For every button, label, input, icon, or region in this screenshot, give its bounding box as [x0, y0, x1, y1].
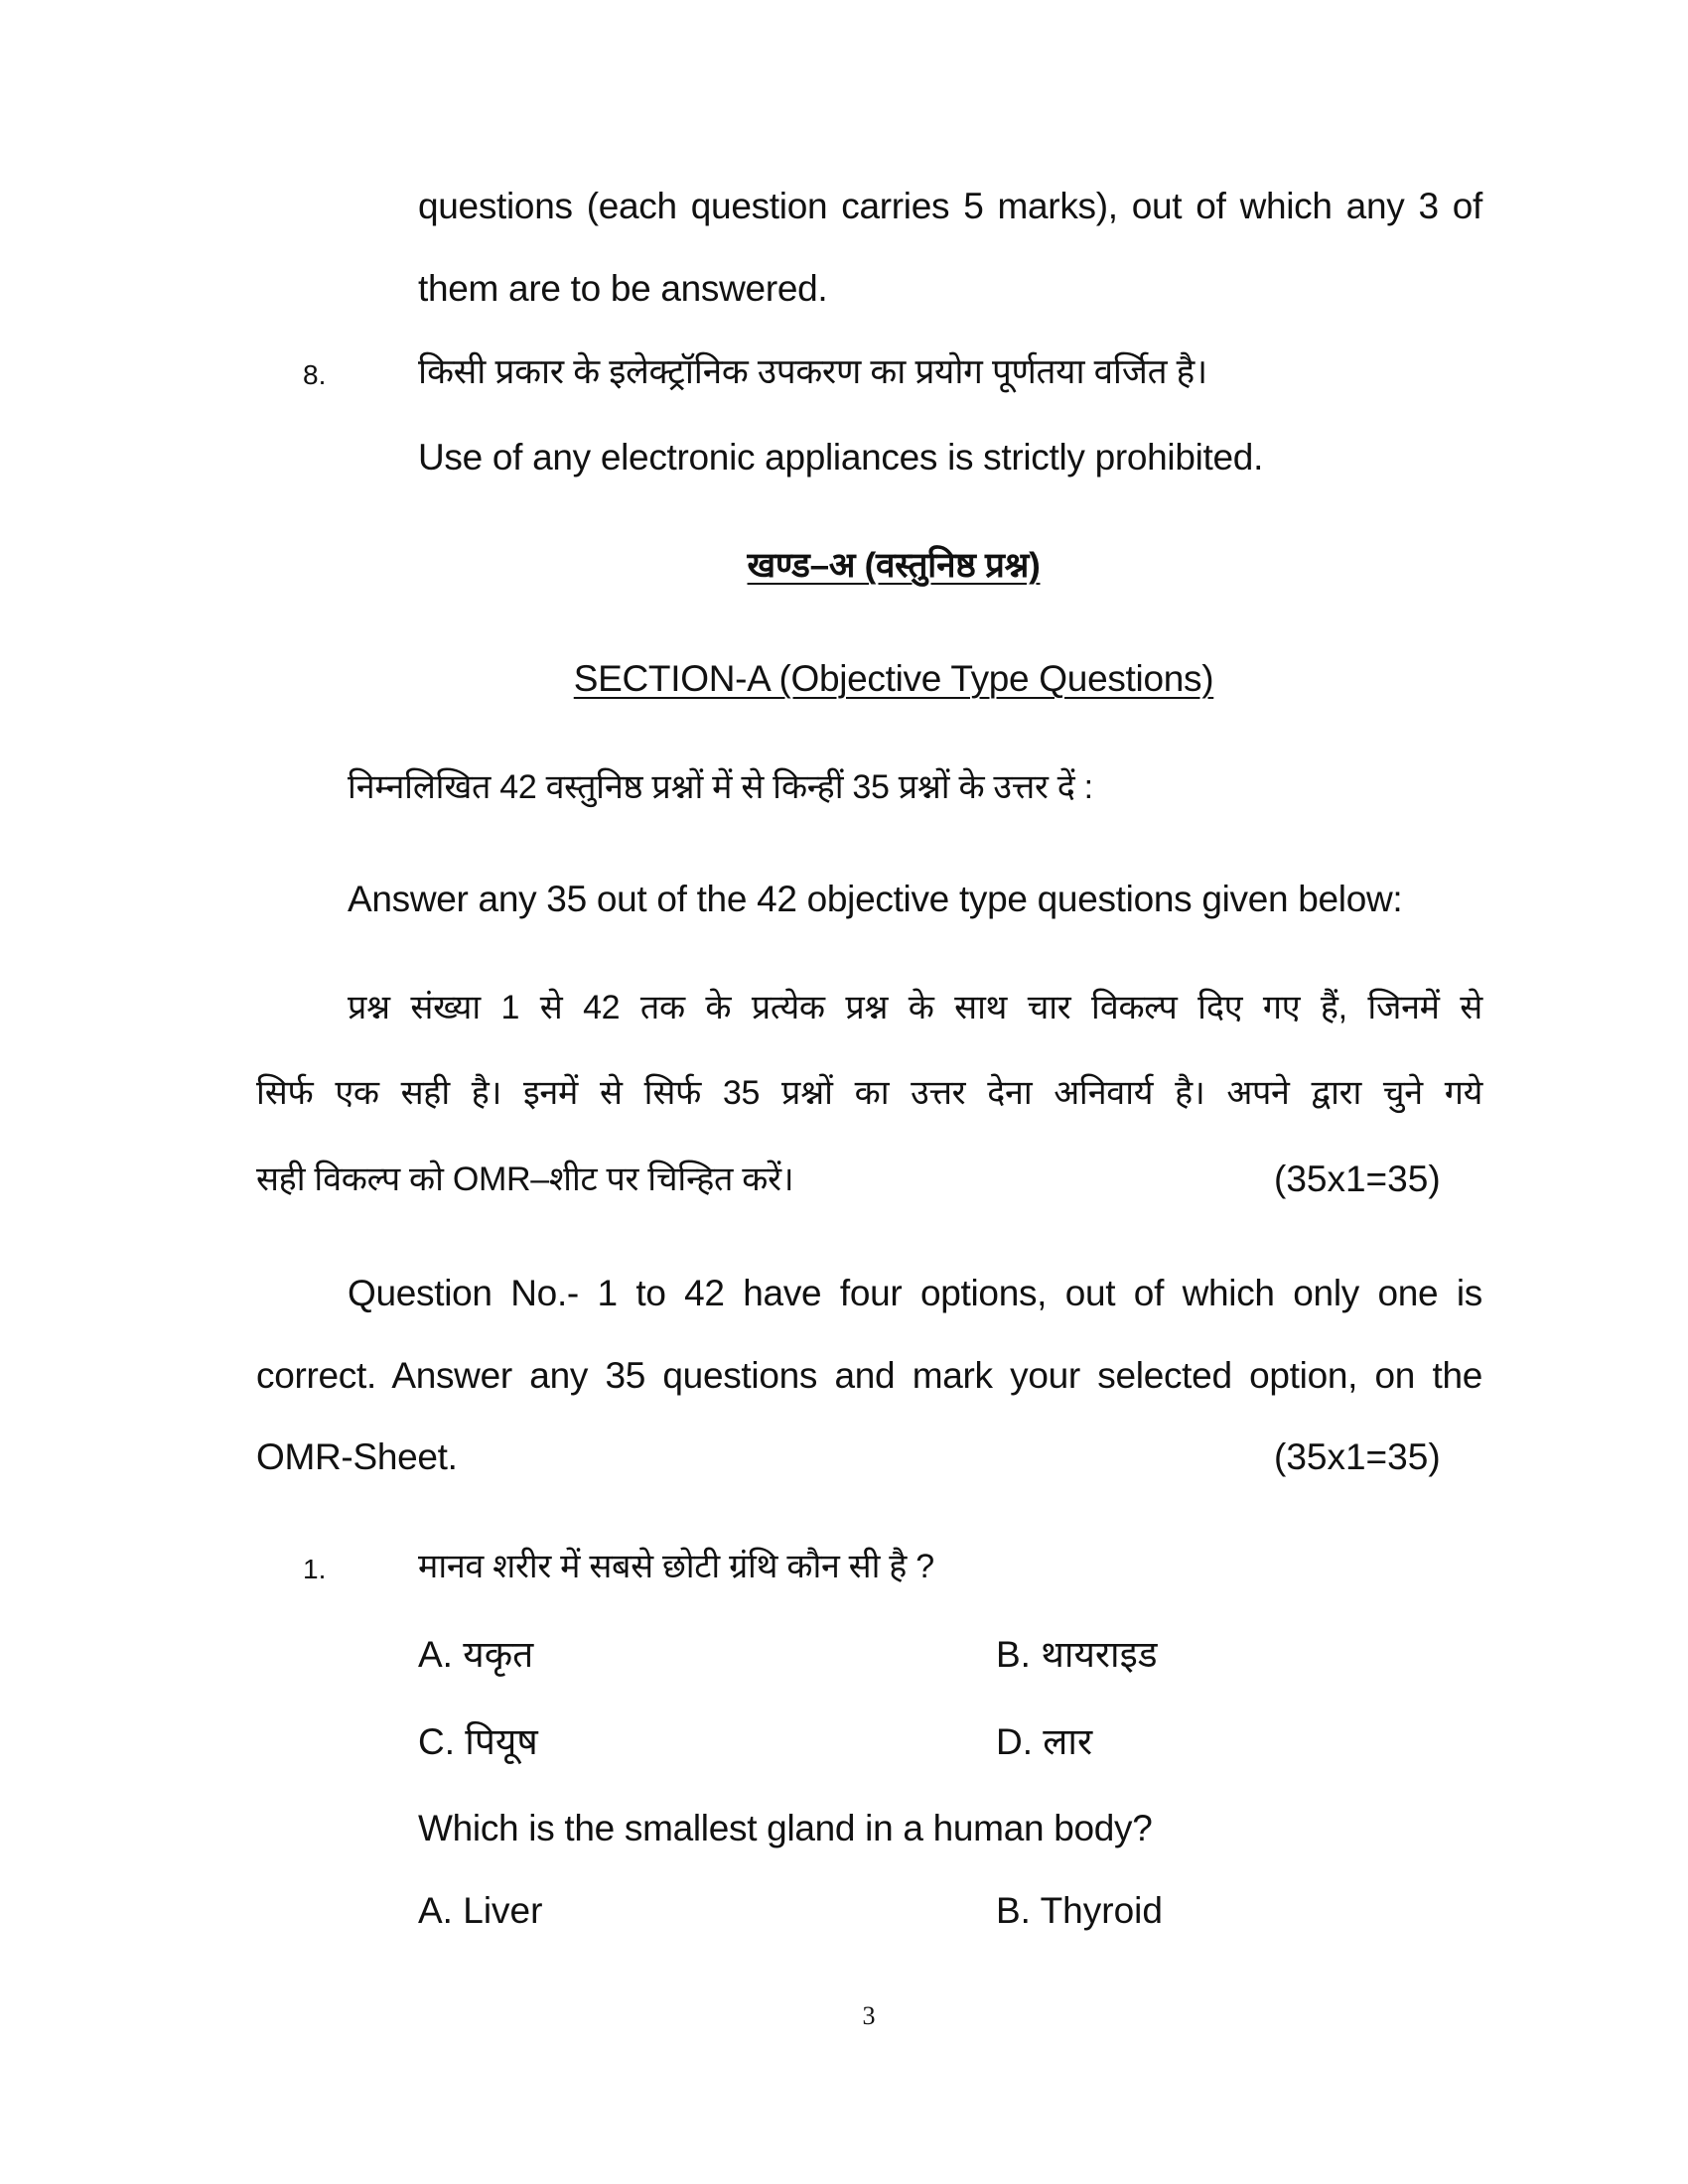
section-heading-hindi-text: खण्ड–अ (वस्तुनिष्ठ प्रश्न) — [747, 546, 1041, 585]
para-hindi-marks: (35x1=35) — [1274, 1159, 1441, 1199]
para-english-line-2 — [256, 1354, 1482, 1398]
question-text-english: Which is the smallest gland in a human body? — [418, 1808, 1153, 1848]
para-hindi-line-1-text: प्रश्न संख्या 1 से 42 तक के प्रत्येक प्रश्न के साथ चार विकल्प दिए गए हैं, जिनमें से — [348, 989, 1482, 1026]
instruction-8-english: Use of any electronic appliances is strictly prohibited. — [418, 437, 1264, 478]
question-number: 1. — [303, 1554, 327, 1584]
para-hindi-line-2 — [256, 1071, 1482, 1115]
option-b-english: B. Thyroid — [996, 1890, 1163, 1931]
para-hindi-line-1 — [348, 986, 1482, 1029]
section-instruction-english: Answer any 35 out of the 42 objective type questions given below: — [348, 879, 1403, 919]
question-text-hindi: मानव शरीर में सबसे छोटी ग्रंथि कौन सी है ? — [418, 1548, 934, 1585]
option-a-english: A. Liver — [418, 1890, 543, 1931]
continuation-line-2: them are to be answered. — [418, 268, 828, 309]
section-instruction-hindi: निम्नलिखित 42 वस्तुनिष्ठ प्रश्नों में से किन्हीं 35 प्रश्नों के उत्तर दें : — [348, 768, 1093, 806]
instruction-number: 8. — [303, 359, 327, 390]
option-d-hindi: D. लार — [996, 1721, 1093, 1762]
para-english-line-1 — [348, 1272, 1482, 1315]
option-c-hindi: C. पियूष — [418, 1721, 538, 1762]
continuation-line-1 — [418, 185, 1482, 228]
para-english-line-1-text: Question No.- 1 to 42 have four options, out of which only one is — [348, 1273, 1482, 1313]
instruction-8-hindi: किसी प्रकार के इलेक्ट्रॉनिक उपकरण का प्रयोग पूर्णतया वर्जित है। — [418, 352, 1207, 391]
option-a-hindi: A. यकृत — [418, 1634, 534, 1675]
continuation-text-1: questions (each question carries 5 marks), out of which any 3 of — [418, 186, 1482, 226]
section-heading-hindi — [0, 544, 1688, 588]
para-hindi-line-3: सही विकल्प को OMR–शीट पर चिन्हित करें। — [256, 1160, 794, 1198]
section-heading-english — [0, 657, 1688, 701]
option-b-hindi: B. थायराइड — [996, 1634, 1158, 1675]
para-english-line-2-text: correct. Answer any 35 questions and mark your selected option, on the — [256, 1355, 1482, 1396]
para-english-marks: (35x1=35) — [1274, 1436, 1441, 1477]
para-english-line-3: OMR-Sheet. — [256, 1436, 458, 1477]
section-heading-english-text: SECTION-A (Objective Type Questions) — [573, 658, 1214, 699]
para-hindi-line-2-text: सिर्फ एक सही है। इनमें से सिर्फ 35 प्रश्नों का उत्तर देना अनिवार्य है। अपने द्वारा चुने गये — [256, 1074, 1482, 1112]
page-number: 3 — [862, 2001, 876, 2030]
